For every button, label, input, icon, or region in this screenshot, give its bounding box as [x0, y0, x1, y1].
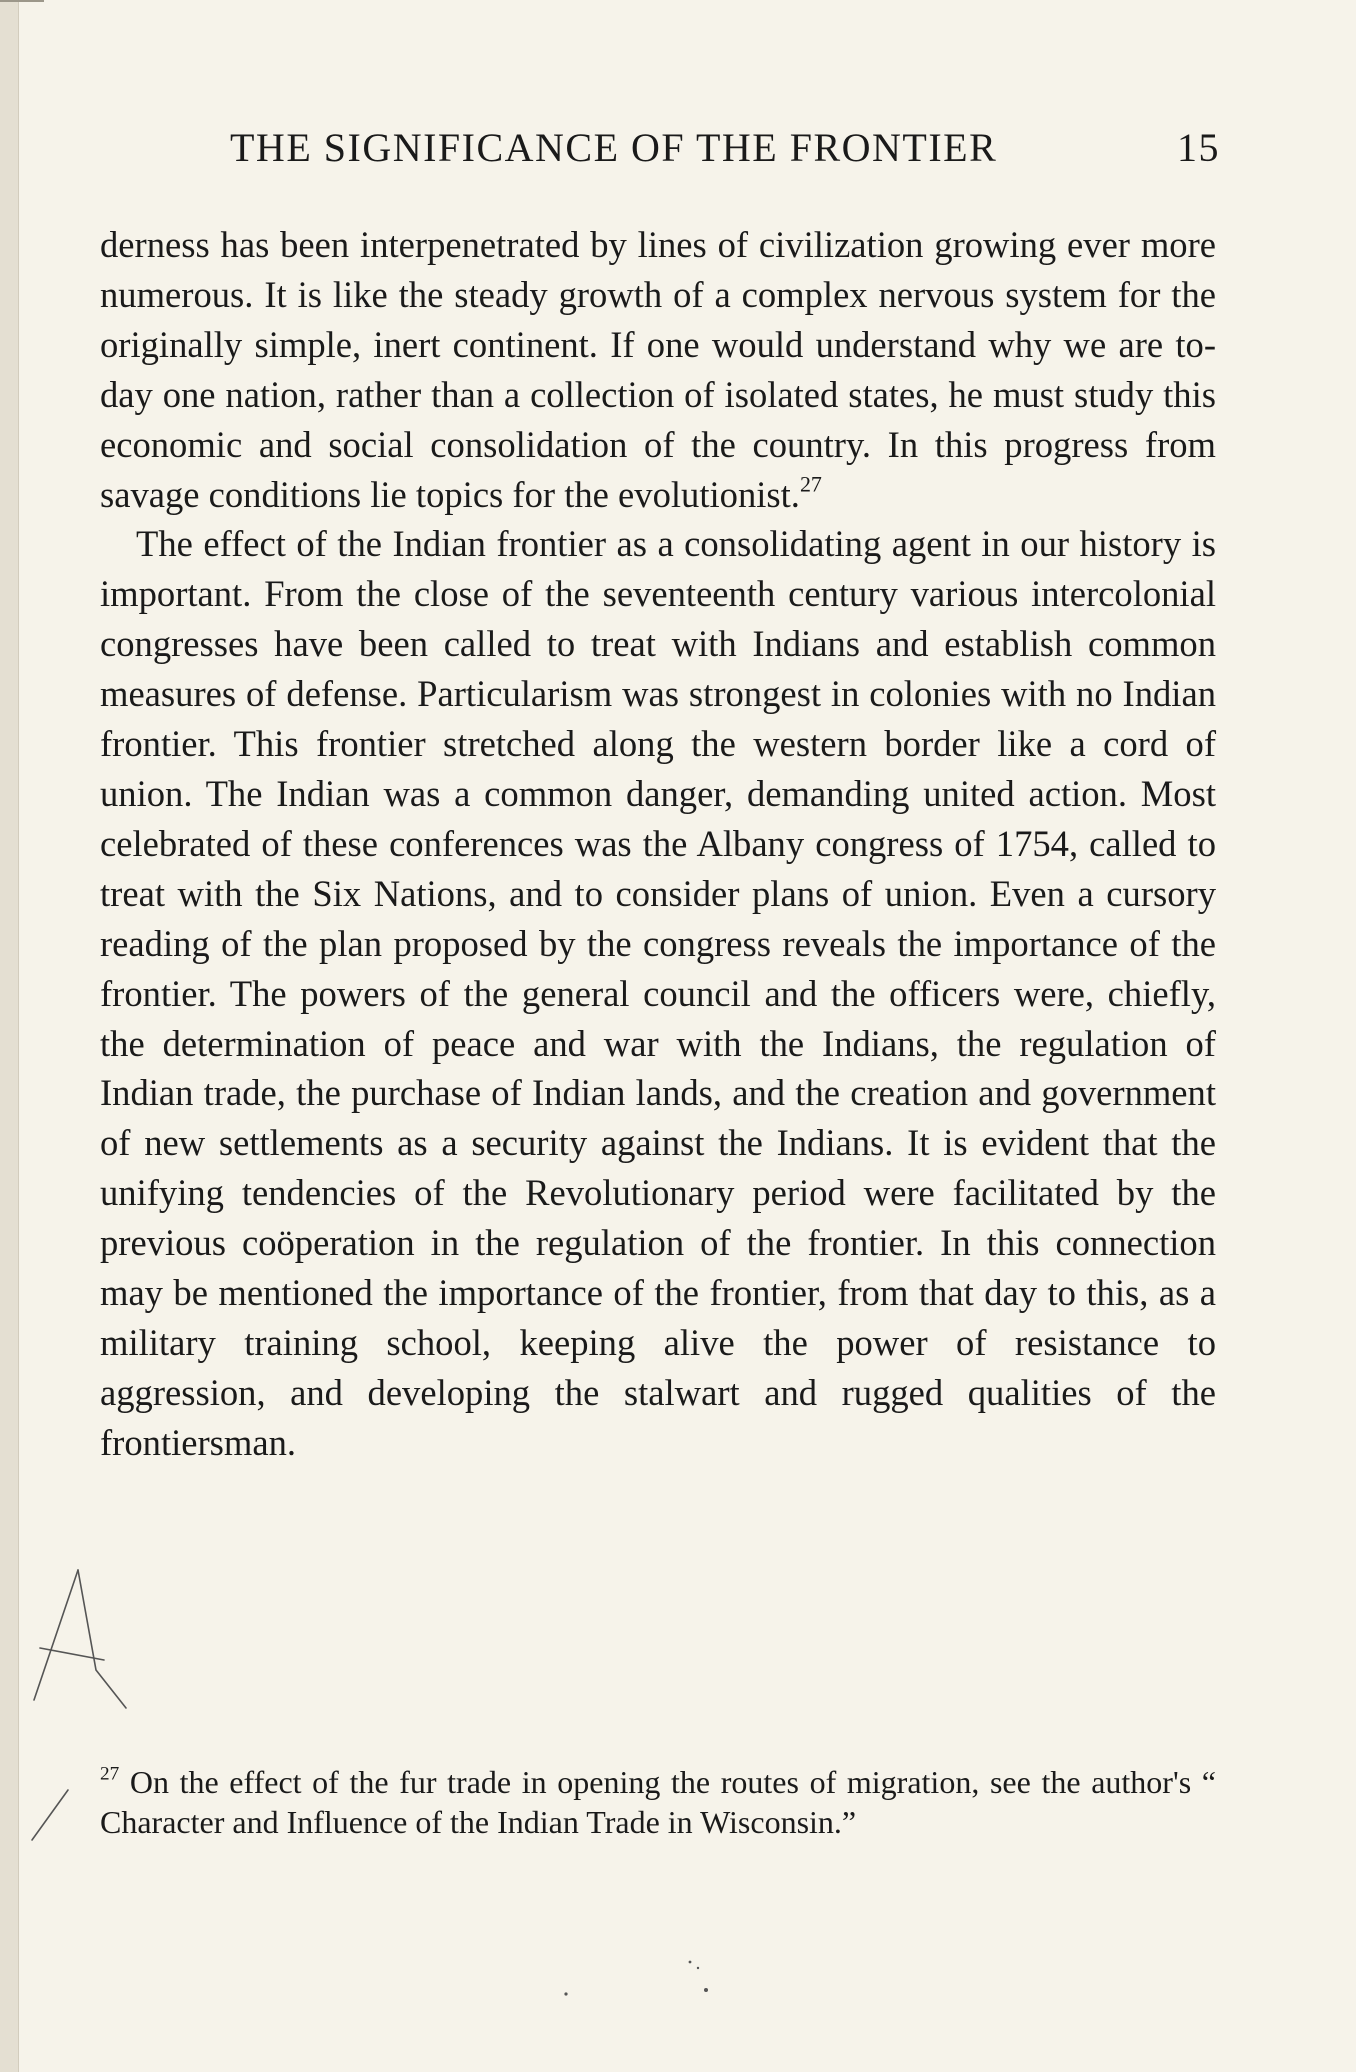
pencil-check-stroke — [32, 1790, 68, 1840]
body-text — [100, 220, 1216, 1468]
paragraph-indian-frontier — [100, 519, 1216, 1467]
speck — [689, 1961, 692, 1964]
pencil-letter-a-right-stroke — [78, 1570, 126, 1708]
speck — [704, 1988, 708, 1992]
pencil-margin-marks — [26, 1540, 136, 1860]
paragraph-1-text: derness has been interpenetrated by lines of civilization growing ever more numerous. It is like the steady growth of a complex nervous system for the originally simple, inert continent. If one would understand why we are to-day one nation, rather than a collection of isolated states, he must study this economic and social consolidation of the country. In this progress from savage conditions lie topics for the evolutionist. — [100, 224, 1216, 515]
footnote — [100, 1762, 1216, 1842]
running-title: THE SIGNIFICANCE OF THE FRONTIER — [230, 125, 998, 170]
running-head — [230, 118, 1220, 178]
footnote-reference: 27 — [799, 471, 822, 497]
footnote-marker: 27 — [100, 1763, 120, 1785]
page-number: 15 — [1177, 125, 1220, 170]
scan-edge-rule — [0, 0, 44, 2]
speck — [564, 1992, 567, 1995]
pencil-letter-a-left-stroke — [34, 1570, 78, 1700]
page-edge — [0, 0, 19, 2072]
print-specks — [0, 1950, 1356, 2010]
footnote-text: On the effect of the fur trade in opening the routes of migration, see the author's “ Character and Influence of the Indian Trade in Wisconsin.” — [100, 1764, 1217, 1840]
paragraph-continued — [100, 220, 1216, 519]
paragraph-2-text: The effect of the Indian frontier as a consolidating agent in our history is important. From the close of the seventeenth century various intercolonial congresses have been called to treat with Indians and establish common measures of defense. Particularism was strongest in colonies with no Indian frontier. This frontier stretched along the western border like a cord of union. The Indian was a common danger, demanding united action. Most celebrated of these conferences was the Albany congress of 1754, called to treat with the Six Nations, and to consider plans of union. Even a cursory reading of the plan proposed by the congress reveals the importance of the frontier. The powers of the general council and the officers were, chiefly, the determination of peace and war with the Indians, the regulation of Indian trade, the purchase of Indian lands, and the creation and government of new settlements as a security against the Indians. It is evident that the unifying tendencies of the Revolutionary period were facilitated by the previous coöperation in the regulation of the frontier. In this connection may be mentioned the importance of the frontier, from that day to this, as a military training school, keeping alive the power of resistance to aggression, and developing the stalwart and rugged qualities of the frontiersman. — [100, 523, 1216, 1463]
speck — [697, 1967, 699, 1969]
